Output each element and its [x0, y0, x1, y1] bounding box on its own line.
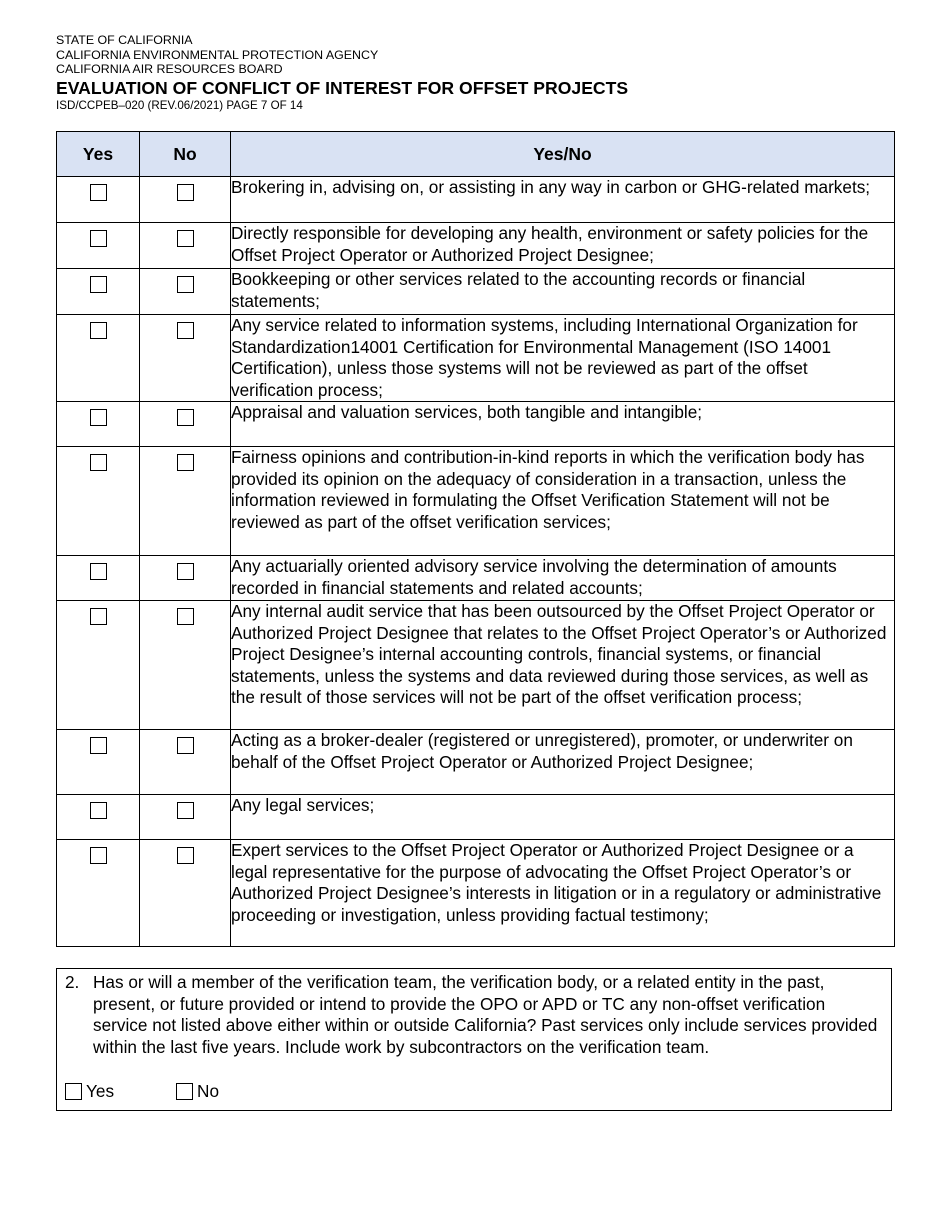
no-label: No: [197, 1081, 220, 1101]
yes-checkbox[interactable]: [90, 230, 107, 247]
agency-name: CALIFORNIA ENVIRONMENTAL PROTECTION AGENCY: [56, 47, 379, 62]
service-description: Directly responsible for developing any health, environment or safety policies for the Offset Project Operator or Authorized Project Designee;: [231, 223, 895, 269]
state-name: STATE OF CALIFORNIA: [56, 33, 193, 47]
no-checkbox[interactable]: [177, 409, 194, 426]
table-row: [57, 402, 895, 447]
no-checkbox[interactable]: [177, 184, 194, 201]
service-description: Any actuarially oriented advisory service involving the determination of amounts recorded in financial statements and related accounts;: [231, 556, 895, 601]
table-row: [57, 223, 895, 269]
service-description: Brokering in, advising on, or assisting in any way in carbon or GHG-related markets;: [231, 177, 895, 223]
question-2-box: [56, 968, 892, 1111]
yes-checkbox[interactable]: [90, 563, 107, 580]
no-checkbox[interactable]: [177, 230, 194, 247]
yes-checkbox[interactable]: [90, 802, 107, 819]
yes-checkbox[interactable]: [90, 847, 107, 864]
no-checkbox[interactable]: [177, 608, 194, 625]
service-description: Any legal services;: [231, 795, 895, 840]
table-row: [57, 315, 895, 402]
table-row: [57, 795, 895, 840]
yes-checkbox[interactable]: [90, 184, 107, 201]
service-description: Any service related to information systems, including International Organization for Standardization14001 Certification for Environmental Management (ISO 14001 Certification), unless those systems will not be reviewed as part of the offset verification process;: [231, 315, 895, 402]
service-description: Any internal audit service that has been outsourced by the Offset Project Operator or Authorized Project Designee that relates to the Offset Project Operator’s or Authorized Project Designee’s internal accounting controls, financial systems, or financial statements, unless the systems and data reviewed during those services, as well as the result of those services will not be part of the offset verification process;: [231, 601, 895, 730]
form-title: EVALUATION OF CONFLICT OF INTEREST FOR OFFSET PROJECTS: [56, 77, 629, 98]
yes-checkbox[interactable]: [90, 608, 107, 625]
table-row: [57, 556, 895, 601]
no-checkbox[interactable]: [176, 1083, 193, 1100]
form-id: ISD/CCPEB–020 (REV.06/2021) PAGE 7 OF 14: [56, 98, 303, 112]
no-checkbox[interactable]: [177, 737, 194, 754]
service-description: Appraisal and valuation services, both tangible and intangible;: [231, 402, 895, 447]
yes-checkbox[interactable]: [90, 409, 107, 426]
yes-checkbox[interactable]: [90, 276, 107, 293]
conflict-services-table: [56, 131, 895, 947]
question-number: 2.: [65, 972, 80, 992]
yes-label: Yes: [86, 1081, 115, 1101]
table-row: [57, 269, 895, 315]
column-header-yes: Yes: [57, 132, 140, 177]
no-checkbox[interactable]: [177, 322, 194, 339]
board-name: CALIFORNIA AIR RESOURCES BOARD: [56, 62, 283, 76]
no-option[interactable]: [176, 1081, 219, 1102]
service-description: Expert services to the Offset Project Operator or Authorized Project Designee or a legal representative for the purpose of advocating the Offset Project Operator’s or Authorized Project Designee’s interests in litigation or in a regulatory or administrative proceeding or investigation, unless providing factual testimony;: [231, 840, 895, 947]
service-description: Bookkeeping or other services related to the accounting records or financial statements;: [231, 269, 895, 315]
question-2-options: [65, 1081, 219, 1102]
no-checkbox[interactable]: [177, 563, 194, 580]
no-checkbox[interactable]: [177, 847, 194, 864]
table-row: [57, 177, 895, 223]
no-checkbox[interactable]: [177, 276, 194, 293]
service-description: Acting as a broker-dealer (registered or unregistered), promoter, or underwriter on behalf of the Offset Project Operator or Authorized Project Designee;: [231, 730, 895, 795]
form-header: [56, 33, 628, 113]
column-header-yes-no: Yes/No: [231, 132, 895, 177]
no-checkbox[interactable]: [177, 802, 194, 819]
table-row: [57, 447, 895, 556]
yes-option[interactable]: [65, 1081, 114, 1102]
yes-checkbox[interactable]: [90, 737, 107, 754]
table-header-row: [57, 132, 895, 177]
yes-checkbox[interactable]: [65, 1083, 82, 1100]
yes-checkbox[interactable]: [90, 454, 107, 471]
question-text: Has or will a member of the verification team, the verification body, or a related entity in the past, present, or future provided or intend to provide the OPO or APD or TC any non-offset verification service not listed above either within or outside California? Past services only include services provided within the last five years. Include work by subcontractors on the verification team.: [93, 972, 878, 1057]
service-description: Fairness opinions and contribution-in-kind reports in which the verification body has provided its opinion on the adequacy of consideration in a transaction, unless the information reviewed in formulating the Offset Verification Statement will not be reviewed as part of the offset verification services;: [231, 447, 895, 556]
column-header-no: No: [140, 132, 231, 177]
table-row: [57, 601, 895, 730]
table-row: [57, 730, 895, 795]
no-checkbox[interactable]: [177, 454, 194, 471]
table-row: [57, 840, 895, 947]
yes-checkbox[interactable]: [90, 322, 107, 339]
